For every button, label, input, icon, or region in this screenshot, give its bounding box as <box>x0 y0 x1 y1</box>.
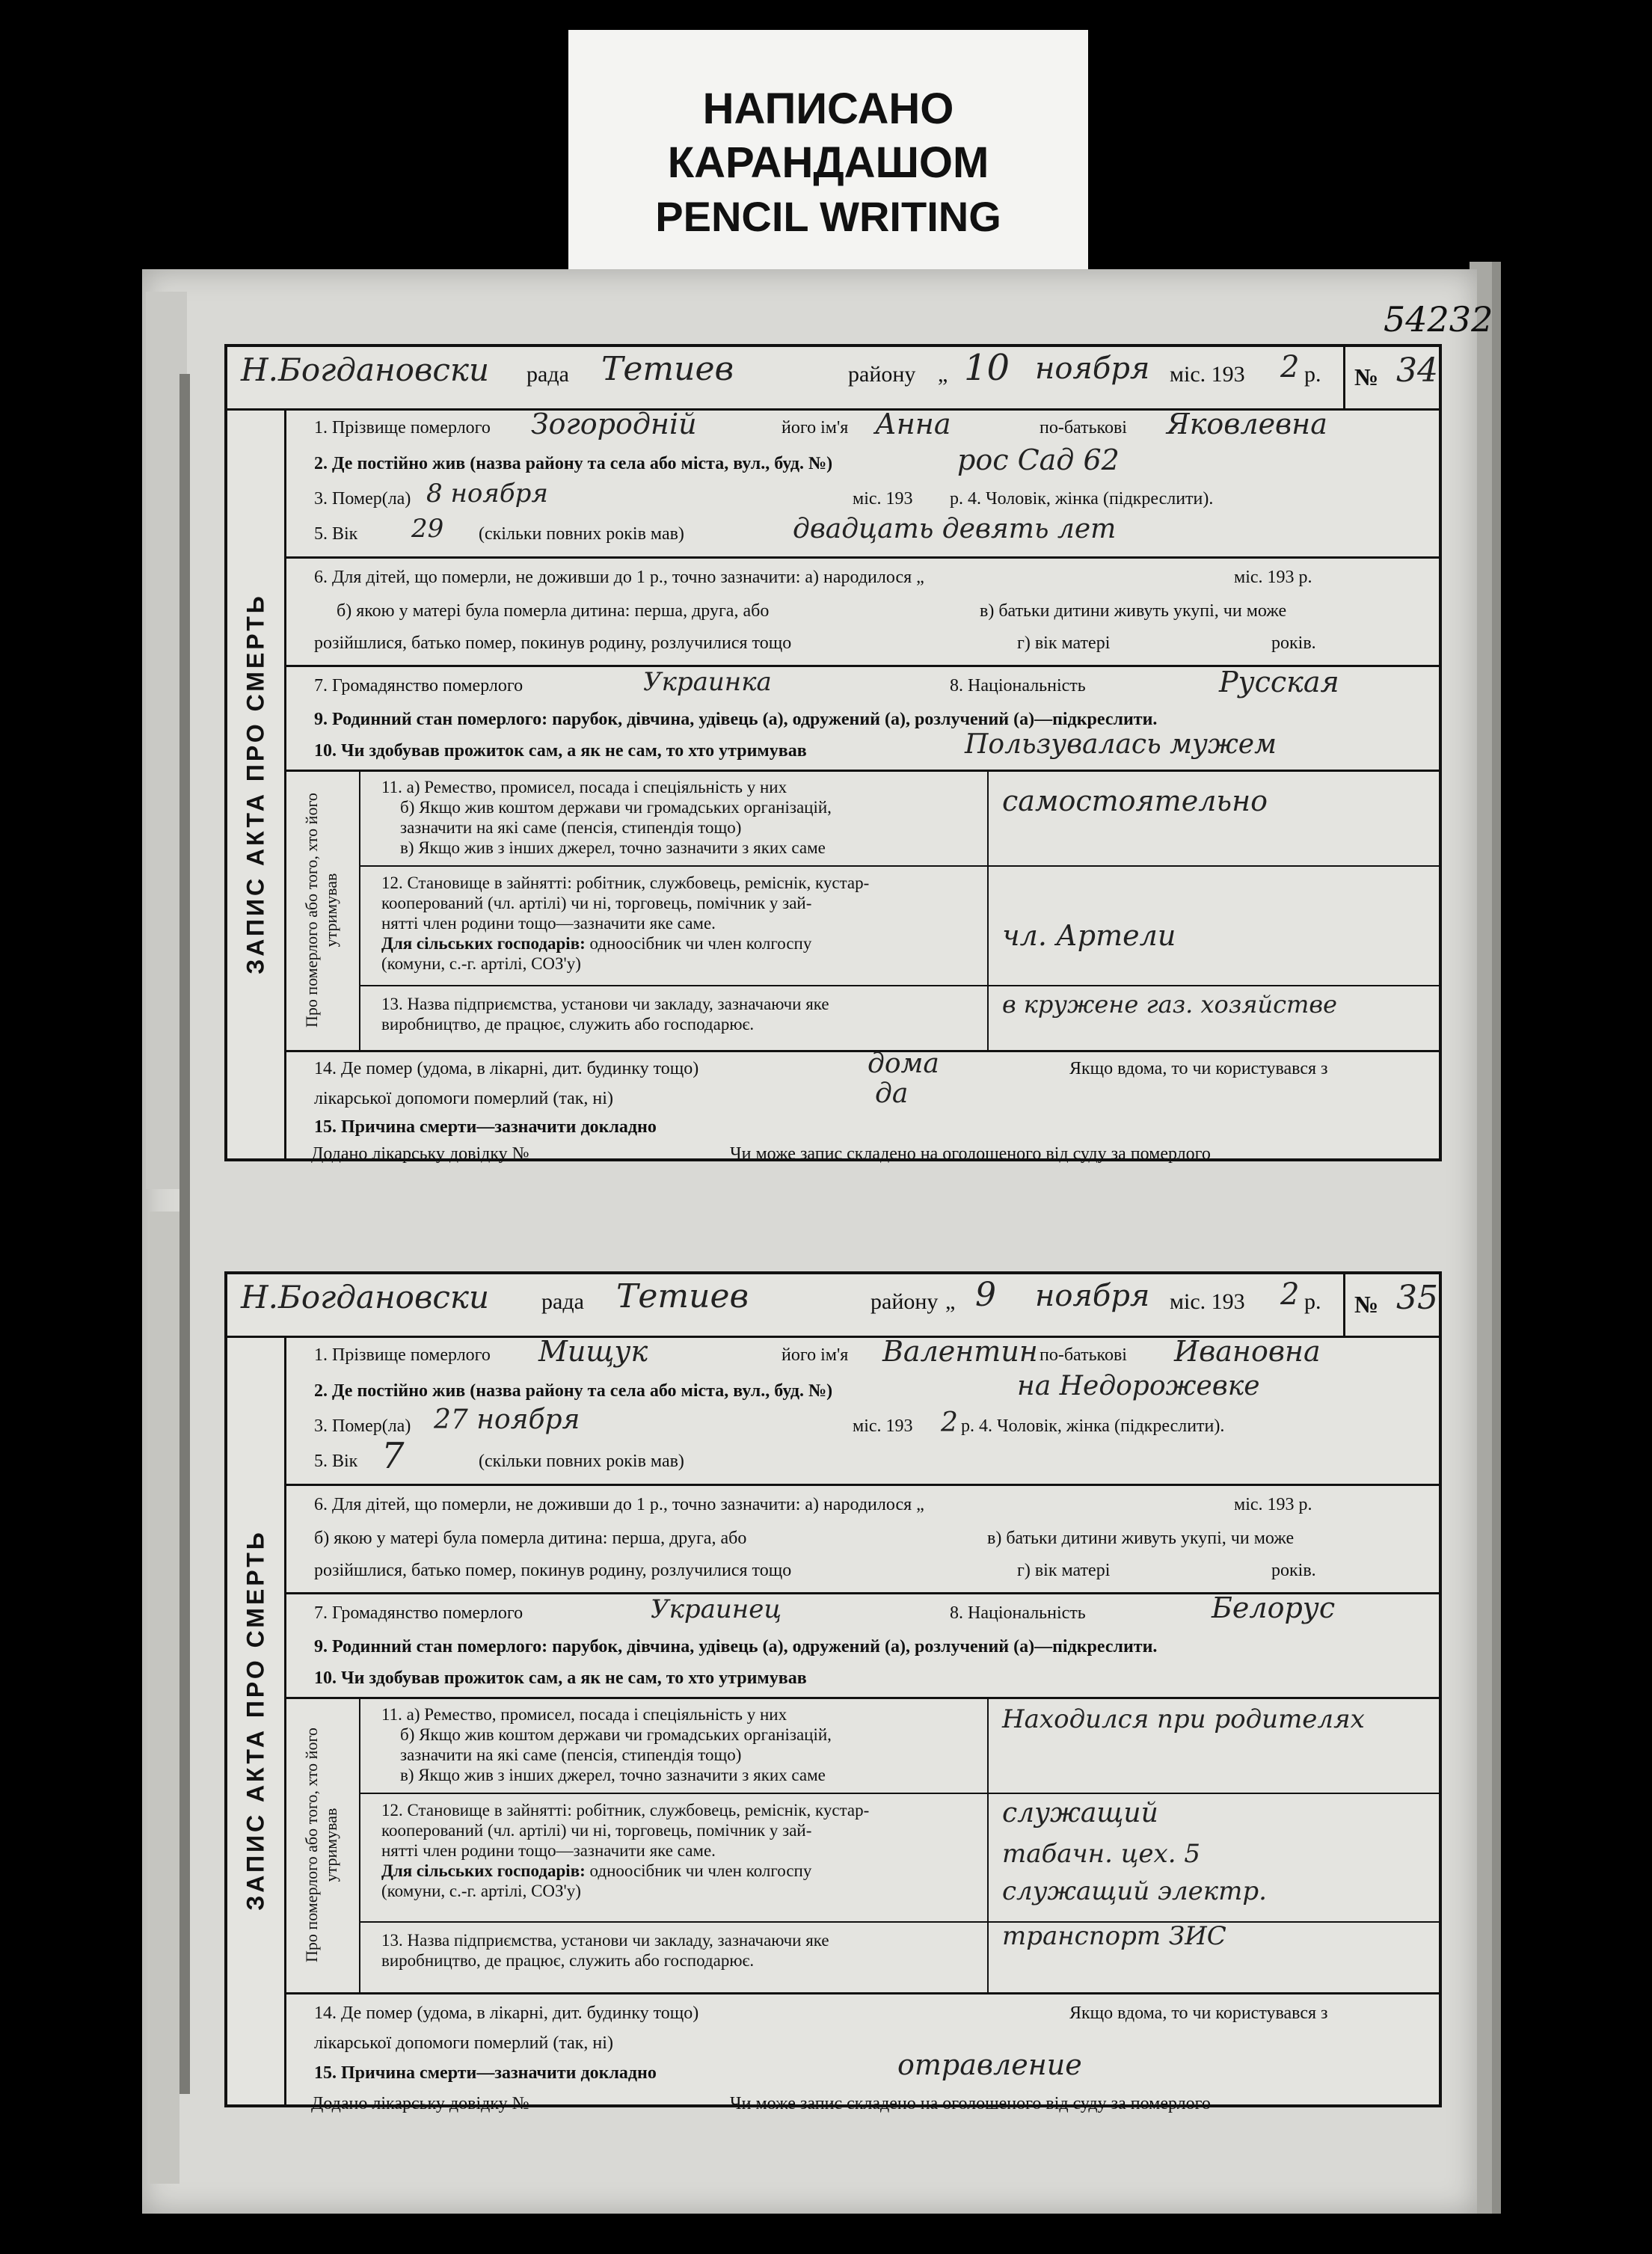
label-r: р. <box>1304 362 1321 387</box>
label-nationality: 8. Національність <box>950 1603 1086 1623</box>
label-cause: 15. Причина смерти—зазначити докладно <box>314 1117 657 1137</box>
row-separator <box>359 1793 1439 1794</box>
label-residence: 2. Де постійно жив (назва району та села або міста, вул., буд. №) <box>314 1381 833 1401</box>
row-separator <box>359 865 1439 867</box>
label-child-mis: міс. 193 р. <box>1234 1495 1312 1514</box>
label-q12f: (комуни, с.-г. артілі, СОЗ'у) <box>381 1882 581 1900</box>
record-2-surname: Мищук <box>538 1335 648 1368</box>
label-no: № <box>1354 1291 1379 1318</box>
label-name: його ім'я <box>782 418 849 437</box>
record-2-side-title: ЗАПИС АКТА ПРО СМЕРТЬ <box>242 1529 269 1911</box>
label-mis: міс. 193 <box>1170 362 1245 387</box>
label-q12d: Для сільських господарів: <box>381 1861 586 1880</box>
column-separator <box>987 1697 989 1992</box>
label-child-parents: в) батьки дитини живуть укупі, чи може <box>987 1529 1295 1548</box>
record-2-residence: на Недорожевке <box>1017 1371 1260 1401</box>
record-1-workplace: в кружене газ. хозяйстве <box>1002 990 1337 1019</box>
label-child-divorced: розійшлися, батько помер, покинув родину, розлучилися тощо <box>314 633 792 653</box>
record-2-q11 <box>359 1704 987 1785</box>
label-q12c: нятті член родини тощо—зазначити яке саме. <box>381 1841 716 1860</box>
divider <box>284 556 1439 559</box>
label-mother-age: г) вік матері <box>1017 633 1111 653</box>
label-child-born: 6. Для дітей, що померли, не доживши до 1 р., точно зазначити: а) народилося „ <box>314 1495 924 1514</box>
row-separator <box>359 1921 1439 1923</box>
record-1-status: чл. Артели <box>1002 919 1176 952</box>
record-1-occupation: самостоятельно <box>1002 784 1268 817</box>
label-citizenship: 7. Громадянство померлого <box>314 1603 523 1623</box>
label-raion: району <box>870 1289 939 1314</box>
label-supported: 10. Чи здобував прожиток сам, а як не сам, то хто утримував <box>314 1668 807 1688</box>
record-2-cause: отравление <box>897 2048 1082 2081</box>
label-supported: 10. Чи здобував прожиток сам, а як не сам, то хто утримував <box>314 741 807 761</box>
label-nationality: 8. Національність <box>950 676 1086 695</box>
label-child-order: б) якою у матері була померла дитина: перша, друга, або <box>314 1529 747 1548</box>
label-age-note: (скільки повних років мав) <box>479 524 684 544</box>
record-2-village: Н.Богдановски <box>241 1279 490 1315</box>
label-place-of-death: 14. Де помер (удома, в лікарні, дит. будинку тощо) <box>314 1059 699 1078</box>
label-surname: 1. Прізвище померлого <box>314 1345 491 1365</box>
record-1-nationality: Русская <box>1219 666 1339 698</box>
label-q11a: 11. а) Ремество, промисел, посада і спеціяльність у них <box>381 778 787 796</box>
label-child-born: 6. Для дітей, що померли, не доживши до 1 р., точно зазначити: а) народилося „ <box>314 568 924 587</box>
label-marital: 9. Родинний стан померлого: парубок, дівчина, удівець (а), одружений (а), розлучений (а)—підкреслити. <box>314 710 1158 729</box>
corner-number: 54232 <box>1384 299 1493 340</box>
record-1-name: Анна <box>875 408 951 440</box>
record-1-age: 29 <box>411 514 444 544</box>
label-mother-age: г) вік матері <box>1017 1561 1111 1580</box>
pencil-writing-stamp <box>568 30 1088 280</box>
label-q12d: Для сільських господарів: <box>381 934 586 953</box>
label-death-date: 3. Помер(ла) <box>314 489 411 509</box>
stamp-line-3: PENCIL WRITING <box>655 193 1001 240</box>
label-if-home: Якщо вдома, то чи користувався з <box>1069 1059 1328 1078</box>
label-q13b: виробництво, де працює, служить або господарює. <box>381 1951 755 1970</box>
record-1-q12 <box>359 873 987 974</box>
label-citizenship: 7. Громадянство померлого <box>314 676 523 695</box>
label-q11a: 11. а) Ремество, промисел, посада і спеціяльність у них <box>381 1705 787 1724</box>
divider <box>284 1050 1439 1052</box>
record-2-side-sub: Про померлого або того, хто його утримував <box>302 1727 340 1962</box>
label-r: р. <box>1304 1289 1321 1314</box>
record-2-number-box <box>1343 1274 1439 1336</box>
label-q12b: кооперований (чл. артілі) чи ні, торговець, помічник у зай- <box>381 894 812 912</box>
label-years: років. <box>1271 1561 1316 1580</box>
record-1-q13 <box>359 994 987 1034</box>
record-1-patronymic: Яковлевна <box>1167 408 1327 440</box>
stamp-line-1: НАПИСАНО <box>702 85 954 133</box>
record-2-death-date: 27 ноября <box>434 1404 580 1435</box>
label-cause: 15. Причина смерти—зазначити докладно <box>314 2063 657 2083</box>
record-1-subside <box>284 770 360 1050</box>
label-child-parents: в) батьки дитини живуть укупі, чи може <box>980 601 1287 621</box>
label-patronymic: по-батькові <box>1040 1345 1127 1365</box>
record-2-nationality: Белорус <box>1212 1591 1336 1624</box>
label-sex: р. 4. Чоловік, жінка (підкреслити). <box>950 489 1214 509</box>
record-2-q12 <box>359 1800 987 1901</box>
quote-open: „ <box>945 1289 956 1314</box>
record-2-district: Тетиев <box>616 1277 749 1315</box>
label-place-of-death: 14. Де помер (удома, в лікарні, дит. будинку тощо) <box>314 2003 699 2023</box>
label-q12e: одноосібник чи член колгоспу <box>589 934 812 953</box>
record-2-status: служащий <box>1002 1798 1158 1828</box>
label-certificate: Додано лікарську довідку № <box>311 2094 529 2113</box>
record-1-supported-by: Пользувалась мужем <box>965 729 1277 760</box>
record-1-side-title: ЗАПИС АКТА ПРО СМЕРТЬ <box>242 592 269 974</box>
label-child-mis: міс. 193 р. <box>1234 568 1312 587</box>
label-rada: рада <box>526 362 569 387</box>
label-q12d-line <box>359 933 987 954</box>
label-q11d: в) Якщо жив з інших джерел, точно зазначити з яких саме <box>400 1766 826 1784</box>
record-1-q11 <box>359 777 987 858</box>
label-q12f: (комуни, с.-г. артілі, СОЗ'у) <box>381 954 581 973</box>
stamp-line-2: КАРАНДАШОМ <box>667 138 989 187</box>
label-q12e: одноосібник чи член колгоспу <box>589 1861 812 1880</box>
label-medical: лікарської допомоги померлий (так, ні) <box>314 1089 613 1108</box>
quote-open: „ <box>938 362 948 387</box>
label-age: 5. Вік <box>314 1452 358 1471</box>
record-2-year: 2 <box>1280 1277 1300 1312</box>
label-q11d: в) Якщо жив з інших джерел, точно зазначити з яких саме <box>400 838 826 857</box>
label-q11c: зазначити на які саме (пенсія, стипендія тощо) <box>400 818 742 837</box>
divider <box>284 1992 1439 1994</box>
label-mis: міс. 193 <box>1170 1289 1245 1314</box>
record-2-status-3: служащий электр. <box>1002 1876 1267 1906</box>
label-marital: 9. Родинний стан померлого: парубок, дівчина, удівець (а), одружений (а), розлучений (а)—підкреслити. <box>314 1637 1158 1656</box>
label-medical: лікарської допомоги померлий (так, ні) <box>314 2033 613 2053</box>
label-sex: р. 4. Чоловік, жінка (підкреслити). <box>961 1416 1225 1436</box>
column-separator <box>987 770 989 1050</box>
label-court: Чи може запис складено на оголошеного від суду за померлого <box>730 1144 1211 1164</box>
torn-edge-2 <box>150 1212 179 2184</box>
label-mis-193: міс. 193 <box>853 1416 913 1436</box>
record-2-month: ноября <box>1035 1279 1150 1313</box>
label-q13a: 13. Назва підприємства, установи чи закладу, зазначаючи яке <box>381 995 829 1013</box>
record-2-number: 35 <box>1396 1279 1438 1317</box>
label-name: його ім'я <box>782 1345 849 1365</box>
label-age-note: (скільки повних років мав) <box>479 1452 684 1471</box>
record-1-citizenship: Украинка <box>643 667 772 697</box>
record-2-subside <box>284 1697 360 1992</box>
label-residence: 2. Де постійно жив (назва району та села або міста, вул., буд. №) <box>314 454 833 473</box>
label-q12a: 12. Становище в зайнятті: робітник, службовець, реміснік, кустар- <box>381 1801 870 1820</box>
label-q12d-line <box>359 1861 987 1881</box>
label-age: 5. Вік <box>314 524 358 544</box>
record-1-age-words: двадцать девять лет <box>793 514 1117 544</box>
record-1-surname: Зогородній <box>531 408 697 440</box>
record-2-status-2: табачн. цех. 5 <box>1002 1839 1200 1869</box>
label-no: № <box>1354 363 1379 390</box>
record-2-occupation-grid <box>284 1697 1439 1992</box>
record-1-district: Тетиев <box>601 350 734 388</box>
label-patronymic: по-батькові <box>1040 418 1127 437</box>
label-child-order: б) якою у матері була померла дитина: перша, друга, або <box>337 601 770 621</box>
label-q11b: б) Якщо жив коштом держави чи громадських організацій, <box>400 1725 832 1744</box>
record-1-month: ноября <box>1035 351 1150 386</box>
record-1-day: 10 <box>964 347 1010 389</box>
label-death-date: 3. Помер(ла) <box>314 1416 411 1436</box>
label-q13a: 13. Назва підприємства, установи чи закладу, зазначаючи яке <box>381 1931 829 1950</box>
record-2-age: 7 <box>381 1435 405 1477</box>
label-mis-193: міс. 193 <box>853 489 913 509</box>
record-2-sidebar <box>227 1336 286 2104</box>
record-1-sidebar <box>227 408 286 1158</box>
label-q13b: виробництво, де працює, служить або господарює. <box>381 1015 755 1034</box>
label-q11b: б) Якщо жив коштом держави чи громадських організацій, <box>400 798 832 817</box>
record-1-place-of-death: дома <box>868 1048 939 1079</box>
record-1-number-box <box>1343 347 1439 408</box>
death-record-1 <box>224 344 1442 1161</box>
record-2-name: Валентин <box>882 1335 1038 1368</box>
record-1-year: 2 <box>1280 350 1300 384</box>
label-court: Чи може запис складено на оголошеного від суду за померлого <box>730 2094 1211 2113</box>
record-2-occupation: Находился при родителях <box>1002 1704 1365 1734</box>
label-if-home: Якщо вдома, то чи користувався з <box>1069 2003 1328 2023</box>
paper-stack-edge-2 <box>1492 262 1501 2214</box>
label-rada: рада <box>541 1289 584 1314</box>
record-1-number: 34 <box>1396 351 1438 390</box>
record-1-medical: да <box>875 1078 909 1109</box>
record-2-workplace: транспорт ЗИС <box>1002 1921 1226 1951</box>
record-2-q13 <box>359 1930 987 1971</box>
record-2-day: 9 <box>975 1276 996 1314</box>
death-record-2 <box>224 1271 1442 2107</box>
record-1-occupation-grid <box>284 770 1439 1050</box>
record-2-patronymic: Ивановна <box>1174 1335 1321 1368</box>
record-2-header <box>227 1274 1439 1338</box>
label-raion: району <box>848 362 916 387</box>
record-1-death-date: 8 ноября <box>426 479 548 509</box>
label-q12b: кооперований (чл. артілі) чи ні, торговець, помічник у зай- <box>381 1821 812 1840</box>
label-years: років. <box>1271 633 1316 653</box>
record-1-village: Н.Богдановски <box>241 351 490 388</box>
label-child-divorced: розійшлися, батько помер, покинув родину, розлучилися тощо <box>314 1561 792 1580</box>
record-2-citizenship: Украинец <box>651 1594 782 1624</box>
record-1-header <box>227 347 1439 411</box>
row-separator <box>359 985 1439 986</box>
record-1-side-sub: Про померлого або того, хто його утримував <box>302 792 340 1028</box>
label-surname: 1. Прізвище померлого <box>314 418 491 437</box>
divider <box>284 1484 1439 1486</box>
label-q12c: нятті член родини тощо—зазначити яке саме. <box>381 914 716 933</box>
record-2-year-2: 2 <box>941 1407 958 1438</box>
label-q11c: зазначити на які саме (пенсія, стипендія тощо) <box>400 1745 742 1764</box>
label-q12a: 12. Становище в зайнятті: робітник, службовець, реміснік, кустар- <box>381 873 870 892</box>
label-certificate: Додано лікарську довідку № <box>311 1144 529 1164</box>
record-1-residence: рос Сад 62 <box>957 443 1120 476</box>
torn-edge-shadow <box>179 374 190 2094</box>
